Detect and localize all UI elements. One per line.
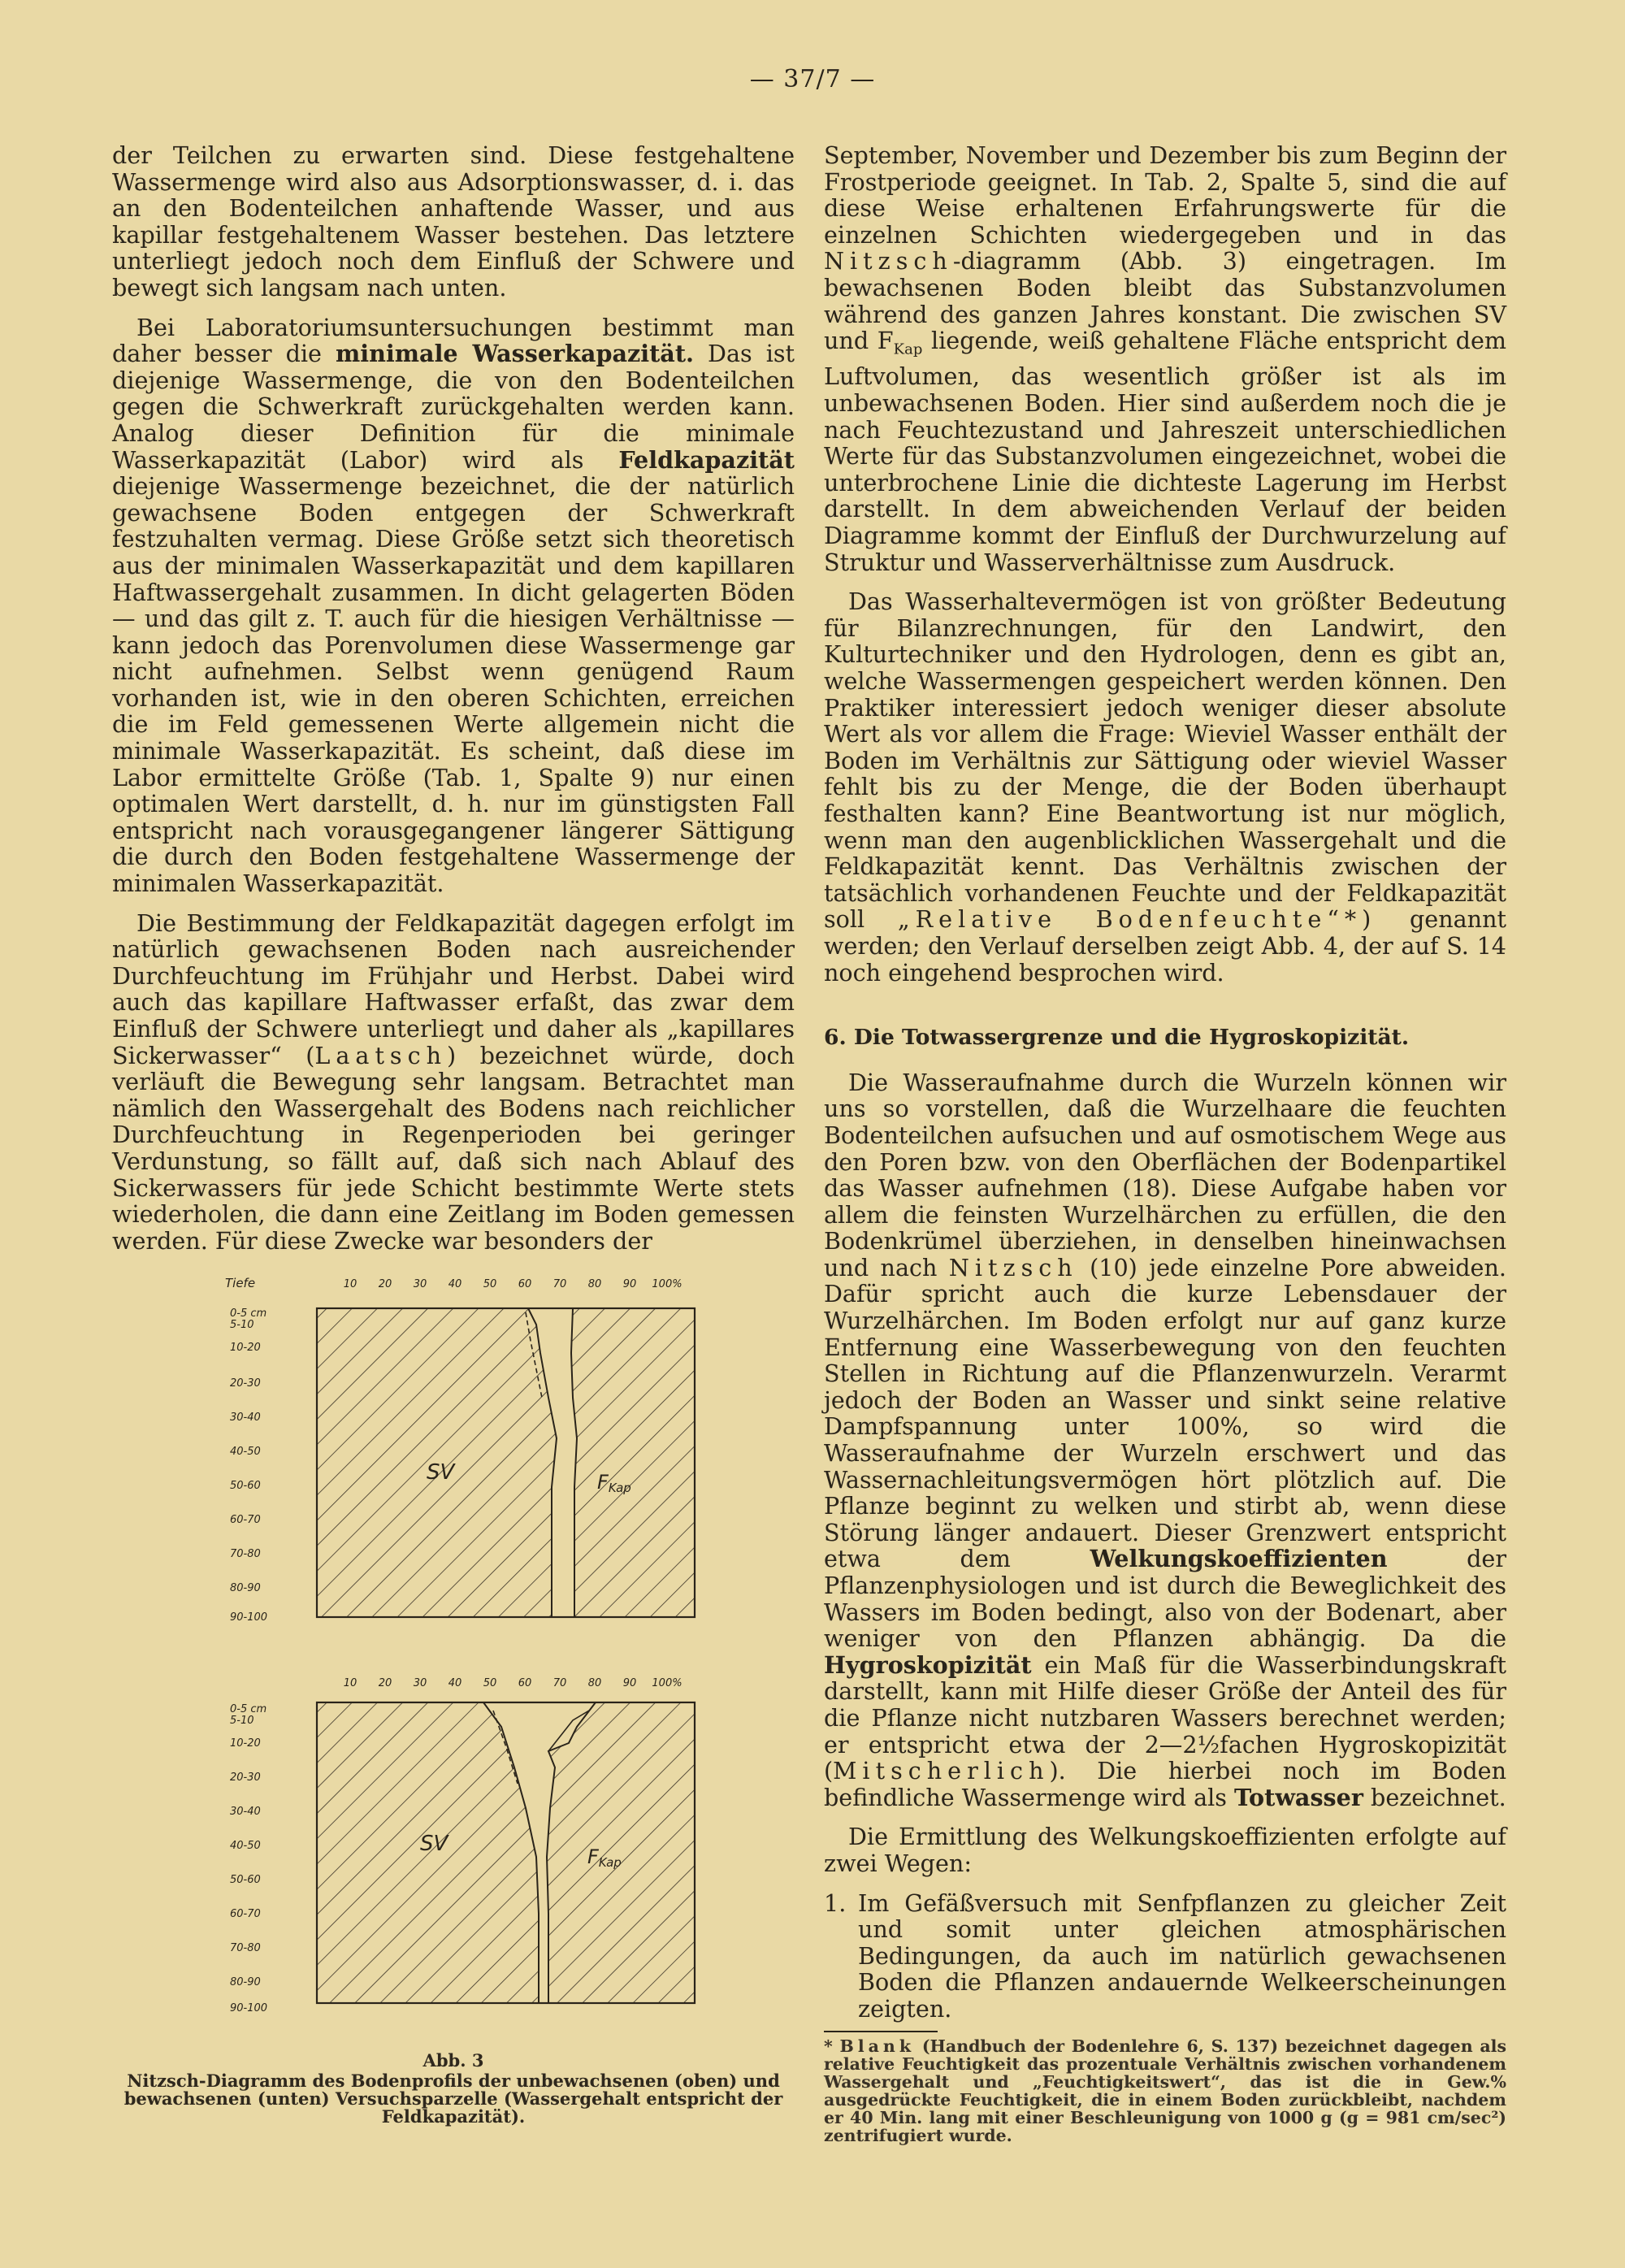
depth-axis-bottom — [230, 1703, 267, 2014]
section-heading-6: 6. Die Totwassergrenze und die Hygroskopizität. — [824, 1025, 1410, 1051]
footnote: * Blank (Handbuch der Bodenlehre 6, S. 137) bezeichnet dagegen als relative Feuchtigkeit das prozentuale Verhältnis zwischen vorhandenem Wassergehalt und „Feuchtigkeitswert“, das ist die in Gew.% ausgedrückte Feuchtigkeit, die in einem Boden zurückbleibt, nachdem er 40 Min. lang mit einer Beschleunigung von 1000 g (g = 981 cm/sec²) zentrifugiert wurde. — [824, 2036, 1507, 2145]
caption-title: Abb. 3 — [422, 2050, 484, 2071]
svg-text:20-30: 20-30 — [230, 1771, 261, 1784]
svg-text:40: 40 — [448, 1278, 462, 1290]
svg-text:20: 20 — [378, 1278, 392, 1290]
diagram-lower — [207, 1670, 743, 2031]
svg-text:30-40: 30-40 — [230, 1806, 261, 1818]
term-welkungskoeffizienten: Welkungskoeffizienten — [1090, 1545, 1388, 1573]
tiefe-label: Tiefe — [225, 1276, 256, 1290]
svg-text:40: 40 — [448, 1677, 462, 1689]
right-column — [824, 142, 1506, 2144]
svg-text:70: 70 — [552, 1278, 567, 1290]
svg-text:0-5 cm: 0-5 cm — [230, 1307, 267, 1320]
nitzsch-diagram-unbewachsen — [207, 1276, 743, 1633]
author-nitzsch: Nitzsch — [824, 247, 953, 275]
svg-text:50: 50 — [483, 1677, 497, 1689]
svg-text:5-10: 5-10 — [230, 1715, 254, 1727]
term-totwasser: Totwasser — [1234, 1783, 1363, 1811]
right-paragraph-4: Die Ermittlung des Welkungskoeffizienten erfolgte auf zwei Wegen: — [824, 1823, 1506, 1877]
right-paragraph-3: Die Wasseraufnahme durch die Wurzeln können wir uns so vorstellen, daß die Wurzelhaare die feuchten Bodenteilchen aufsuchen und auf osmotischem Wege aus den Poren bzw. von den Oberflächen der Bodenpartikel das Wasser aufnehmen (18). Diese Aufgabe haben vor allem die feinsten Wurzelhärchen zu erfüllen, die den Bodenkrümel überziehen, in denselben hineinwachsen und nach Nitzsch (10) jede einzelne Pore abweiden. Dafür spricht auch die kurze Lebensdauer der Wurzelhärchen. Im Boden erfolgt nur auf ganz kurze Entfernung eine Wasserbewegung von den feuchten Stellen in Richtung auf die Pflanzenwurzeln. Verarmt jedoch der Boden an Wasser und sinkt seine relative Dampfspannung unter 100%, so wird die Wasseraufnahme der Wurzeln erschwert und das Wassernachleitungsvermögen hört plötzlich auf. Die Pflanze beginnt zu welken und stirbt ab, wenn diese Störung länger andauert. Dieser Grenzwert entspricht etwa dem Welkungskoeffizienten der Pflanzenphysiologen und ist durch die Beweglichkeit des Wassers im Boden bedingt, also von der Bodenart, aber weniger von den Pflanzen abhängig. Da die Hygroskopizität ein Maß für die Wasserbindungskraft darstellt, kann mit Hilfe dieser Größe der Anteil des für die Pflanze nicht nutzbaren Wassers berechnet werden; er entspricht etwa der 2—2½fachen Hygroskopizität (Mitscherlich). Die hierbei noch im Boden befindliche Wassermenge wird als Totwasser bezeichnet. — [824, 1068, 1506, 1811]
svg-text:50: 50 — [483, 1278, 497, 1290]
svg-text:70: 70 — [552, 1677, 567, 1689]
svg-text:70-80: 70-80 — [230, 1942, 261, 1954]
term-feldkapazitaet: Feldkapazität — [618, 445, 795, 474]
list-item-1: 1. Im Gefäßversuch mit Senfpflanzen zu gleicher Zeit und somit unter gleichen atmosphärischen Bedingungen, da auch im natürlich gewachsenen Boden die Pflanzen andauernde Welkeerscheinungen zeigten. — [824, 1889, 1506, 2023]
svg-text:0-5 cm: 0-5 cm — [230, 1703, 267, 1715]
footnote-divider — [824, 2031, 938, 2032]
svg-text:70-80: 70-80 — [230, 1548, 261, 1560]
left-paragraph-3: Die Bestimmung der Feldkapazität dagegen erfolgt im natürlich gewachsenen Boden nach ausreichender Durchfeuchtung im Frühjahr und Herbst. Dabei wird auch das kapillare Haftwasser erfaßt, das zwar dem Einfluß der Schwere unterliegt und daher als „kapillares Sickerwasser“ (Laatsch) bezeichnet würde, doch verläuft die Bewegung sehr langsam. Betrachtet man nämlich den Wassergehalt des Bodens nach reichlicher Durchfeuchtung in Regenperioden bei geringer Verdunstung, so fällt auf, daß sich nach Ablauf des Sickerwassers für jede Schicht bestimmte Werte stets wiederholen, die dann eine Zeitlang im Boden gemessen werden. Für diese Zwecke war besonders der — [112, 909, 795, 1255]
svg-text:10-20: 10-20 — [230, 1342, 261, 1354]
svg-text:60-70: 60-70 — [230, 1908, 261, 1920]
right-paragraph-2: Das Wasserhaltevermögen ist von größter Bedeutung für Bilanzrechnungen, für den Landwirt, den Kulturtechniker und den Hydrologen, denn es gibt an, welche Wassermengen gespeichert werden können. Den Praktiker interessiert jedoch weniger dieser absolute Wert als vor allem die Frage: Wieviel Wasser enthält der Boden im Verhältnis zur Sättigung oder wieviel Wasser fehlt bis zu der Menge, die der Boden überhaupt festhalten kann? Eine Beantwortung ist nur möglich, wenn man den augenblicklichen Wassergehalt und die Feldkapazität kennt. Das Verhältnis zwischen der tatsächlich vorhandenen Feuchte und der Feldkapazität soll „Relative Bodenfeuchte“*) genannt werden; den Verlauf derselben zeigt Abb. 4, der auf S. 14 noch eingehend besprochen wird. — [824, 588, 1506, 987]
author-mitscherlich: Mitscherlich — [833, 1757, 1050, 1785]
term-hygroskopizitaet: Hygroskopizität — [824, 1650, 1032, 1679]
svg-text:10: 10 — [343, 1677, 358, 1689]
depth-axis-top — [230, 1307, 267, 1624]
svg-text:90: 90 — [622, 1677, 637, 1689]
svg-text:100%: 100% — [652, 1677, 682, 1689]
svg-text:60-70: 60-70 — [230, 1514, 261, 1526]
svg-text:60: 60 — [518, 1278, 532, 1290]
svg-text:30: 30 — [413, 1677, 427, 1689]
svg-text:60: 60 — [518, 1677, 532, 1689]
svg-text:80: 80 — [587, 1278, 602, 1290]
svg-text:10: 10 — [343, 1278, 358, 1290]
svg-text:50-60: 50-60 — [230, 1874, 261, 1886]
percent-axis-top — [344, 1278, 682, 1290]
right-paragraph-1: September, November und Dezember bis zum Beginn der Frostperiode geeignet. In Tab. 2, Spalte 5, sind die auf diese Weise erhaltenen Erfahrungswerte für die einzelnen Schichten wiedergegeben und in das Nitzsch-diagramm (Abb. 3) eingetragen. Im bewachsenen Boden bleibt das Substanzvolumen während des ganzen Jahres konstant. Die zwischen SV und $F_{Kap}$ liegende, weiß gehaltene Fläche entspricht dem Luftvolumen, das wesentlich größer ist als im unbewachsenen Boden. Hier sind außerdem noch die je nach Feuchtezustand und Jahreszeit unterschiedlichen Werte für das Substanzvolumen eingezeichnet, wobei die unterbrochene Linie die dichteste Lagerung im Herbst darstellt. In dem abweichenden Verlauf der beiden Diagramme kommt der Einfluß der Durchwurzelung auf Struktur und Wasserverhältnisse zum Ausdruck. — [824, 141, 1506, 576]
nitzsch-diagram-bewachsen — [207, 1670, 743, 2027]
svg-text:80-90: 80-90 — [230, 1976, 261, 1988]
svg-text:40-50: 40-50 — [230, 1840, 261, 1852]
term-minimale-wasserkapazitaet: minimale Wasserkapazität. — [336, 340, 694, 368]
fkap-label-lower: FKap — [587, 1845, 622, 1870]
svg-text:90-100: 90-100 — [230, 1611, 268, 1624]
page-number: — 37/7 — — [749, 65, 876, 93]
svg-text:90: 90 — [622, 1278, 637, 1290]
term-relative-bodenfeuchte: „Relative Bodenfeuchte“*) — [897, 905, 1377, 934]
svg-text:100%: 100% — [652, 1278, 682, 1290]
figure-caption — [112, 2052, 795, 2126]
author-laatsch: Laatsch — [314, 1041, 448, 1069]
svg-text:30-40: 30-40 — [230, 1412, 261, 1424]
sv-label: SV — [427, 1460, 455, 1485]
left-column — [112, 142, 795, 1267]
diagram-upper — [207, 1276, 743, 1637]
left-paragraph-2: Bei Laboratoriumsuntersuchungen bestimmt man daher besser die minimale Wasserkapazität. Das ist diejenige Wassermenge, die von den Bodenteilchen gegen die Schwerkraft zurückgehalten werden kann. Analog dieser Definition für die minimale Wasserkapazität (Labor) wird als Feldkapazität diejenige Wassermenge bezeichnet, die der natürlich gewachsene Boden entgegen der Schwerkraft festzuhalten vermag. Diese Größe setzt sich theoretisch aus der minimalen Wasserkapazität und dem kapillaren Haftwassergehalt zusammen. In dicht gelagerten Böden — und das gilt z. T. auch für die hiesigen Verhältnisse — kann jedoch das Porenvolumen diese Wassermenge gar nicht aufnehmen. Selbst wenn genügend Raum vorhanden ist, wie in den oberen Schichten, erreichen die im Feld gemessenen Werte allgemein nicht die minimale Wasserkapazität. Es scheint, daß diese im Labor ermittelte Größe (Tab. 1, Spalte 9) nur einen optimalen Wert darstellt, d. h. nur im günstigsten Fall entspricht nach vorausgegangener längerer Sättigung die durch den Boden festgehaltene Wassermenge der minimalen Wasserkapazität. — [112, 313, 795, 898]
svg-text:80: 80 — [587, 1677, 602, 1689]
fkap-label: FKap — [597, 1471, 631, 1495]
caption-text: Nitzsch-Diagramm des Bodenprofils der unbewachsenen (oben) und bewachsenen (unten) Versuchsparzelle (Wassergehalt entspricht der Feldkapazität). — [124, 2071, 783, 2127]
svg-text:10-20: 10-20 — [230, 1737, 261, 1750]
svg-text:90-100: 90-100 — [230, 2002, 268, 2014]
percent-axis-bottom — [344, 1677, 682, 1689]
left-paragraph-1: der Teilchen zu erwarten sind. Diese festgehaltene Wassermenge wird also aus Adsorptionswasser, d. i. das an den Bodenteilchen anhaftende Wasser, und aus kapillar festgehaltenem Wasser bestehen. Das letztere unterliegt jedoch noch dem Einfluß der Schwere und bewegt sich langsam nach unten. — [112, 141, 795, 301]
svg-text:30: 30 — [413, 1278, 427, 1290]
svg-text:20: 20 — [378, 1677, 392, 1689]
svg-text:80-90: 80-90 — [230, 1582, 261, 1594]
svg-text:40-50: 40-50 — [230, 1446, 261, 1458]
author-nitzsch-2: Nitzsch — [948, 1253, 1078, 1281]
svg-text:20-30: 20-30 — [230, 1377, 261, 1390]
svg-text:50-60: 50-60 — [230, 1480, 261, 1492]
svg-text:5-10: 5-10 — [230, 1319, 254, 1331]
sv-label-lower: SV — [420, 1832, 448, 1856]
